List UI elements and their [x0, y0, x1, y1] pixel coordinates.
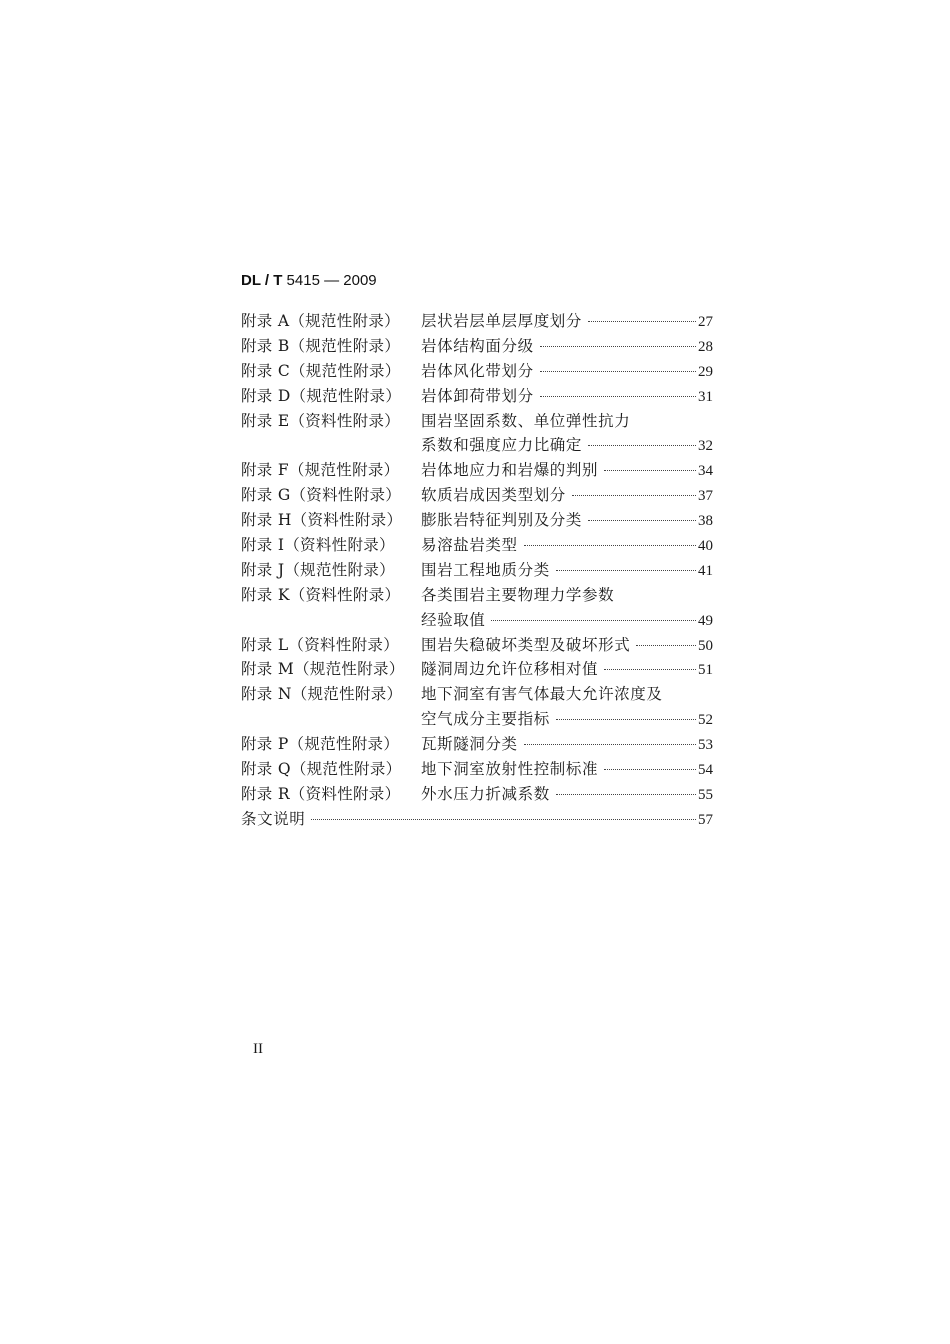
toc-row-appendix-m[interactable]	[241, 657, 713, 682]
toc-appendix-label: 附录 R（资料性附录）	[241, 784, 401, 803]
toc-page-number: 52	[698, 712, 713, 729]
toc-page-number: 54	[698, 762, 713, 779]
toc-page-number: 57	[698, 811, 713, 828]
toc-dot-leader	[311, 819, 696, 820]
standard-code-prefix: DL / T	[241, 272, 283, 289]
toc-dot-leader	[491, 620, 696, 621]
toc-page-number: 38	[698, 513, 713, 530]
toc-entry-title: 围岩工程地质分类	[421, 560, 550, 579]
toc-entry-title: 围岩坚固系数、单位弹性抗力	[421, 411, 631, 430]
toc-entry-title: 层状岩层单层厚度划分	[421, 312, 583, 330]
toc-appendix-label: 附录 Q（规范性附录）	[241, 760, 402, 779]
toc-dot-leader	[636, 645, 696, 646]
toc-page-number: 50	[698, 637, 713, 654]
toc-dot-leader	[588, 445, 696, 446]
toc-row-appendix-n[interactable]	[241, 682, 713, 707]
toc-entry-title: 岩体卸荷带划分	[421, 386, 534, 405]
toc-entry-title: 地下洞室有害气体最大允许浓度及	[421, 685, 663, 704]
toc-row-appendix-e[interactable]	[241, 409, 713, 434]
toc-row-appendix-n-cont[interactable]	[241, 707, 713, 732]
toc-entry-title: 瓦斯隧洞分类	[421, 735, 518, 754]
toc-page-number: 27	[698, 314, 713, 330]
toc-appendix-label: 附录 K（资料性附录）	[241, 585, 401, 604]
toc-page-number: 55	[698, 786, 713, 803]
toc-dot-leader	[540, 371, 696, 372]
toc-dot-leader	[540, 346, 696, 347]
toc-entry-title: 易溶盐岩类型	[421, 536, 518, 555]
toc-dot-leader	[524, 744, 696, 745]
toc-appendix-label: 附录 E（资料性附录）	[241, 411, 401, 430]
toc-appendix-label: 附录 H（资料性附录）	[241, 511, 403, 530]
toc-row-appendix-d[interactable]	[241, 384, 713, 409]
toc-appendix-label: 附录 M（规范性附录）	[241, 660, 405, 679]
toc-entry-title: 围岩失稳破坏类型及破坏形式	[421, 635, 631, 654]
toc-appendix-label: 附录 B（规范性附录）	[241, 336, 401, 355]
toc-page-number: 28	[698, 338, 713, 355]
toc-dot-leader	[588, 520, 696, 521]
toc-row-appendix-l[interactable]	[241, 633, 713, 658]
toc-entry-title: 岩体地应力和岩爆的判别	[421, 461, 599, 480]
toc-appendix-label: 附录 N（规范性附录）	[241, 685, 403, 704]
toc-dot-leader	[524, 545, 696, 546]
toc-entry-title: 经验取值	[421, 610, 486, 629]
toc-row-appendix-r[interactable]	[241, 782, 713, 807]
toc-appendix-label: 附录 P（规范性附录）	[241, 735, 400, 754]
toc-row-appendix-f[interactable]	[241, 458, 713, 483]
toc-entry-title: 岩体结构面分级	[421, 336, 534, 355]
page-folio: II	[253, 1041, 263, 1057]
toc-row-appendix-k[interactable]	[241, 583, 713, 608]
toc-dot-leader	[556, 794, 696, 795]
toc-appendix-label: 附录 F（规范性附录）	[241, 461, 400, 480]
toc-page-number: 32	[698, 438, 713, 455]
standard-code-number: 5415 — 2009	[282, 272, 377, 289]
toc-entry-title: 膨胀岩特征判别及分类	[421, 511, 583, 530]
toc-entry-title: 隧洞周边允许位移相对值	[421, 660, 599, 679]
toc-dot-leader	[556, 719, 696, 720]
toc-row-appendix-a[interactable]	[241, 309, 713, 334]
toc-entry-title: 各类围岩主要物理力学参数	[421, 585, 615, 604]
toc-entry-title: 外水压力折减系数	[421, 784, 550, 803]
toc-row-appendix-i[interactable]	[241, 533, 713, 558]
toc-row-appendix-e-cont[interactable]	[241, 433, 713, 458]
toc-dot-leader	[604, 769, 696, 770]
toc-entry-title: 软质岩成因类型划分	[421, 486, 566, 505]
table-of-contents	[241, 309, 713, 832]
toc-dot-leader	[556, 570, 696, 571]
toc-entry-title: 岩体风化带划分	[421, 361, 534, 380]
toc-row-appendix-b[interactable]	[241, 334, 713, 359]
toc-page-number: 53	[698, 737, 713, 754]
toc-row-appendix-h[interactable]	[241, 508, 713, 533]
toc-page-number: 29	[698, 363, 713, 380]
toc-page-number: 37	[698, 488, 713, 505]
toc-appendix-label: 附录 G（资料性附录）	[241, 486, 402, 505]
toc-dot-leader	[604, 470, 696, 471]
toc-page-number: 41	[698, 562, 713, 579]
toc-page-number: 49	[698, 612, 713, 629]
toc-entry-title: 空气成分主要指标	[421, 710, 550, 729]
toc-row-appendix-c[interactable]	[241, 359, 713, 384]
toc-appendix-label: 附录 J（规范性附录）	[241, 560, 395, 579]
toc-appendix-label: 附录 D（规范性附录）	[241, 386, 402, 405]
toc-appendix-label: 附录 L（资料性附录）	[241, 635, 400, 654]
toc-page-number: 40	[698, 538, 713, 555]
toc-entry-title: 条文说明	[241, 809, 306, 828]
toc-dot-leader	[604, 669, 696, 670]
toc-row-appendix-j[interactable]	[241, 558, 713, 583]
toc-page-number: 51	[698, 662, 713, 679]
toc-row-appendix-p[interactable]	[241, 732, 713, 757]
toc-row-explanation[interactable]	[241, 807, 713, 832]
toc-appendix-label: 附录 I（资料性附录）	[241, 536, 395, 555]
standard-code	[241, 272, 377, 289]
toc-dot-leader	[572, 495, 696, 496]
toc-row-appendix-g[interactable]	[241, 483, 713, 508]
toc-entry-title: 系数和强度应力比确定	[421, 436, 583, 455]
toc-appendix-label: 附录 A（规范性附录）	[241, 312, 400, 330]
toc-page-number: 31	[698, 388, 713, 405]
toc-row-appendix-q[interactable]	[241, 757, 713, 782]
toc-row-appendix-k-cont[interactable]	[241, 608, 713, 633]
toc-page-number: 34	[698, 463, 713, 480]
toc-dot-leader	[588, 321, 696, 322]
toc-entry-title: 地下洞室放射性控制标准	[421, 760, 599, 779]
toc-appendix-label: 附录 C（规范性附录）	[241, 361, 401, 380]
toc-dot-leader	[540, 396, 696, 397]
